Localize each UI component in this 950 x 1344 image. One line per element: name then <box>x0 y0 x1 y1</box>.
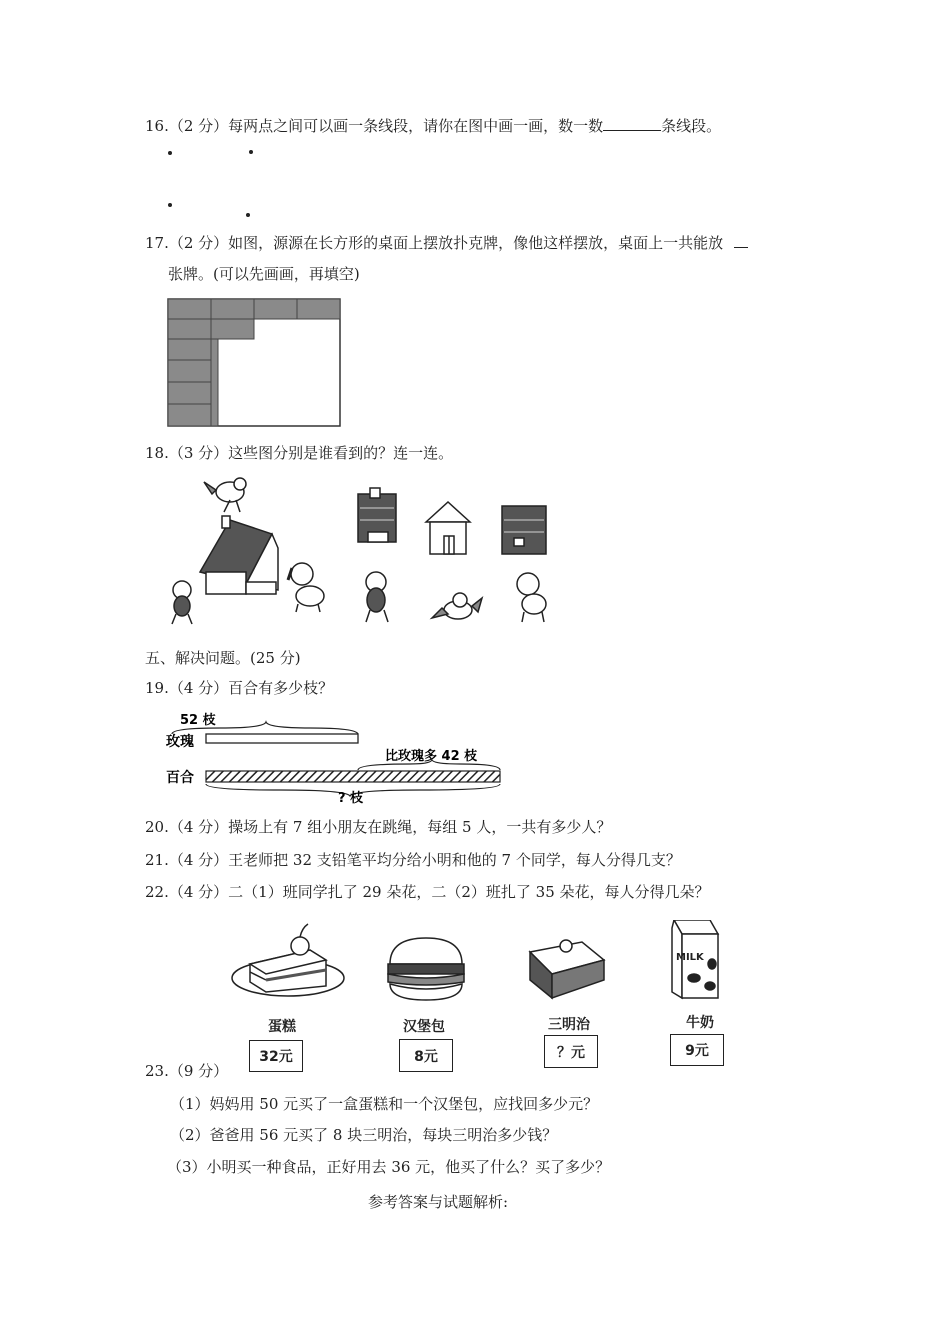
rose-count-label: 52 枝 <box>180 713 216 728</box>
q17-text-line2: 张牌。(可以先画画，再填空) <box>168 265 360 283</box>
lily-label: 百合 <box>166 770 194 786</box>
sandwich-price: ？元 <box>544 1035 598 1068</box>
sandwich-icon <box>530 940 604 998</box>
q19-text: 19.（4 分）百合有多少枝？ <box>145 679 334 697</box>
cake-name: 蛋糕 <box>268 1019 296 1035</box>
more-label: 比玫瑰多 42 枝 <box>385 749 478 764</box>
answers-title: 参考答案与试题解析: <box>368 1193 509 1211</box>
q18-text: 18.（3 分）这些图分别是谁看到的？连一连。 <box>145 444 454 462</box>
monkey-icon <box>172 581 192 624</box>
table-cards-figure <box>166 297 344 431</box>
q22-text: 22.（4 分）二（1）班同学扎了 29 朵花，二（2）班扎了 35 朵花，每人分得几朵？ <box>145 883 710 901</box>
q16-text: 16.（2 分）每两点之间可以画一条线段，请你在图中画一画，数一数 条线段。 <box>145 117 722 135</box>
milk-carton-text: MILK <box>676 952 704 963</box>
q23-text: 23.（9 分） <box>145 1062 229 1080</box>
cake-price: 32元 <box>249 1040 303 1072</box>
answer-blank[interactable] <box>734 233 748 248</box>
monkey-icon <box>366 572 388 622</box>
food-illustrations <box>228 920 748 1010</box>
point-dot <box>168 151 172 155</box>
house-icon <box>200 516 278 594</box>
section-title: 五、解决问题。(25 分) <box>145 649 301 667</box>
sandwich-name: 三明治 <box>548 1017 590 1033</box>
point-dot <box>246 213 250 217</box>
bird-icon <box>432 593 482 619</box>
q17-text: 17.（2 分）如图，源源在长方形的桌面上摆放扑克牌，像他这样摆放，桌面上一共能放 <box>145 233 748 253</box>
line-diagram <box>160 706 510 806</box>
lily-bar <box>206 771 500 782</box>
milk-name: 牛奶 <box>686 1015 714 1031</box>
q21-text: 21.（4 分）王老师把 32 支铅笔平均分给小明和他的 7 个同学，每人分得几支？ <box>145 851 681 869</box>
cake-icon <box>232 924 344 996</box>
point-dot <box>249 150 253 154</box>
q20-text: 20.（4 分）操场上有 7 组小朋友在跳绳，每组 5 人，一共有多少人？ <box>145 818 612 836</box>
rose-label: 玫瑰 <box>166 734 194 750</box>
view-side-icon <box>502 506 546 554</box>
burger-name: 汉堡包 <box>403 1019 445 1035</box>
dog-icon <box>517 573 546 622</box>
q23-sub2: （2）爸爸用 56 元买了 8 块三明治，每块三明治多少钱？ <box>170 1126 558 1144</box>
question-label: ? 枝 <box>338 791 364 806</box>
bird-icon <box>204 478 246 512</box>
view-front-icon <box>426 502 470 554</box>
q23-sub3: （3）小明买一种食品，正好用去 36 元，他买了什么？买了多少？ <box>167 1158 611 1176</box>
views-figure <box>160 472 560 637</box>
milk-icon <box>672 920 718 998</box>
rose-bar <box>206 734 358 743</box>
burger-icon <box>388 938 464 1000</box>
q23-sub1: （1）妈妈用 50 元买了一盒蛋糕和一个汉堡包，应找回多少元？ <box>170 1095 599 1113</box>
dog-icon <box>288 563 324 612</box>
view-roof-icon <box>358 488 396 542</box>
milk-price: 9元 <box>670 1034 724 1066</box>
answer-blank[interactable] <box>603 116 661 131</box>
point-dot <box>168 203 172 207</box>
burger-price: 8元 <box>399 1039 453 1072</box>
